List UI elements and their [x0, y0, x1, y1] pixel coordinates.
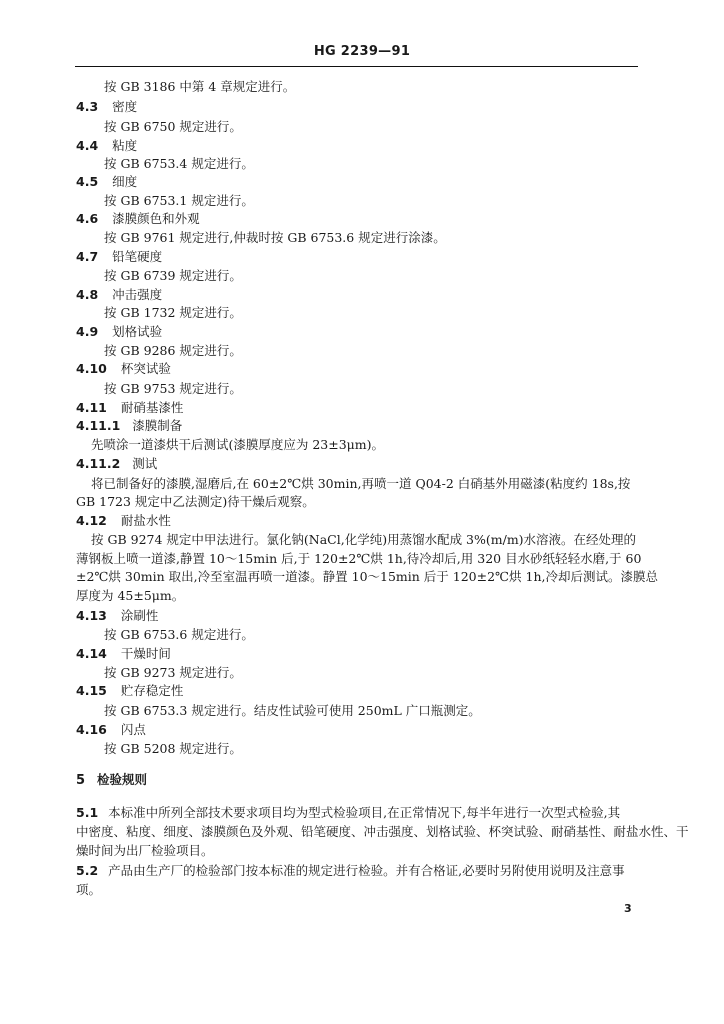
- body-line: 按 GB 1732 规定进行。: [104, 305, 242, 320]
- body-line: ±2℃烘 30min 取出,冷至室温再喷一道漆。静置 10～15min 后于 120±2℃烘 1h,冷却后测试。漆膜总: [76, 569, 658, 584]
- section-heading: 4.7 铅笔硬度: [76, 249, 163, 264]
- body-line: 按 GB 6753.6 规定进行。: [104, 627, 254, 642]
- body-line: 按 GB 9286 规定进行。: [104, 343, 242, 358]
- clause-line: 5.1 本标准中所列全部技术要求项目均为型式检验项目,在正常情况下,每半年进行一次型式检验,其: [76, 805, 621, 820]
- section-heading: 4.16 闪点: [76, 722, 146, 737]
- section-heading: 4.3 密度: [76, 99, 138, 114]
- standard-code-header: HG 2239—91: [313, 44, 411, 59]
- subsection-heading: 4.11.1 漆膜制备: [76, 418, 183, 433]
- header-rule: [75, 66, 638, 67]
- section-heading: 4.8 冲击强度: [76, 287, 163, 302]
- subsection-heading: 4.11.2 测试: [76, 456, 158, 471]
- body-line: 按 GB 9753 规定进行。: [104, 381, 242, 396]
- body-line: 按 GB 6753.1 规定进行。: [104, 193, 254, 208]
- body-line: 将已制备好的漆膜,湿磨后,在 60±2℃烘 30min,再喷一道 Q04-2 白硝基外用磁漆(粘度约 18s,按: [91, 476, 631, 491]
- body-line: 按 GB 6739 规定进行。: [104, 268, 242, 283]
- body-line: 按 GB 9761 规定进行,仲裁时按 GB 6753.6 规定进行涂漆。: [104, 230, 446, 245]
- section-heading: 4.11 耐硝基漆性: [76, 400, 184, 415]
- body-line: 项。: [76, 882, 102, 897]
- chapter-heading: 5 检验规则: [76, 772, 148, 788]
- body-line: 按 GB 6750 规定进行。: [104, 119, 242, 134]
- body-line: 按 GB 6753.3 规定进行。结皮性试验可使用 250mL 广口瓶测定。: [104, 703, 481, 718]
- section-heading: 4.13 涂刷性: [76, 608, 159, 623]
- section-heading: 4.9 划格试验: [76, 324, 163, 339]
- body-line: 按 GB 9273 规定进行。: [104, 665, 242, 680]
- body-line: 按 GB 6753.4 规定进行。: [104, 156, 254, 171]
- section-heading: 4.4 粘度: [76, 138, 138, 153]
- body-line: 按 GB 9274 规定中甲法进行。氯化钠(NaCl,化学纯)用蒸馏水配成 3%(m/m)水溶液。在经处理的: [91, 532, 637, 547]
- section-heading: 4.12 耐盐水性: [76, 513, 171, 528]
- body-line: 按 GB 3186 中第 4 章规定进行。: [104, 79, 296, 94]
- body-line: GB 1723 规定中乙法测定)待干燥后观察。: [76, 494, 315, 509]
- body-line: 先喷涂一道漆烘干后测试(漆膜厚度应为 23±3μm)。: [91, 437, 385, 452]
- body-line: 燥时间为出厂检验项目。: [76, 843, 214, 858]
- clause-line: 5.2 产品由生产厂的检验部门按本标准的规定进行检验。并有合格证,必要时另附使用说明及注意事: [76, 863, 625, 878]
- page-number: 3: [624, 902, 632, 915]
- body-line: 厚度为 45±5μm。: [76, 588, 185, 603]
- body-line: 中密度、粘度、细度、漆膜颜色及外观、铅笔硬度、冲击强度、划格试验、杯突试验、耐硝基性、耐盐水性、干: [76, 824, 689, 839]
- section-heading: 4.5 细度: [76, 174, 138, 189]
- section-heading: 4.15 贮存稳定性: [76, 683, 184, 698]
- section-heading: 4.14 干燥时间: [76, 646, 171, 661]
- body-line: 薄钢板上喷一道漆,静置 10～15min 后,于 120±2℃烘 1h,待冷却后,用 320 目水砂纸轻轻水磨,于 60: [76, 551, 642, 566]
- body-line: 按 GB 5208 规定进行。: [104, 741, 242, 756]
- section-heading: 4.6 漆膜颜色和外观: [76, 211, 200, 226]
- section-heading: 4.10 杯突试验: [76, 361, 171, 376]
